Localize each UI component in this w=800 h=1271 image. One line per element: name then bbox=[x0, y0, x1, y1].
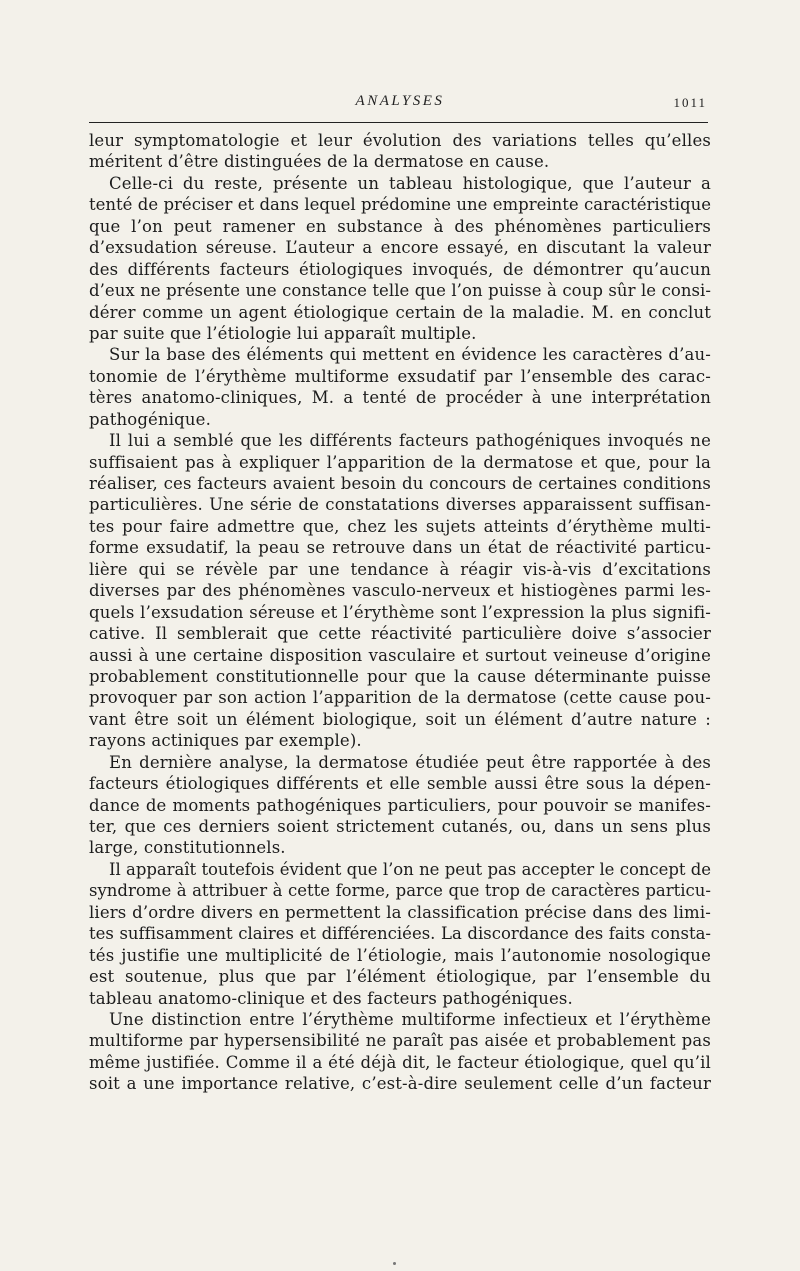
text-line: liers d’ordre divers en permettent la classification précise dans des limi- bbox=[89, 902, 711, 922]
body-text bbox=[89, 130, 711, 1095]
paragraph bbox=[89, 752, 711, 859]
text-line: suffisaient pas à expliquer l’apparition de la dermatose et que, pour la bbox=[89, 452, 711, 472]
paper-speck bbox=[393, 1262, 396, 1265]
text-line: soit a une importance relative, c’est-à-dire seulement celle d’un facteur bbox=[89, 1074, 711, 1094]
text-line: d’eux ne présente une constance telle que l’on puisse à coup sûr le consi- bbox=[89, 281, 711, 301]
text-line: tés justifie une multiplicité de l’étiologie, mais l’autonomie nosologique bbox=[89, 945, 711, 965]
text-line: est soutenue, plus que par l’élément étiologique, par l’ensemble du bbox=[89, 967, 711, 987]
paragraph bbox=[89, 344, 711, 430]
page-number: 1011 bbox=[673, 95, 707, 110]
text-line: tes suffisamment claires et différenciées. La discordance des faits consta- bbox=[89, 924, 711, 944]
text-line: tableau anatomo-clinique et des facteurs pathogéniques. bbox=[89, 988, 573, 1008]
paragraph bbox=[89, 1009, 711, 1095]
text-line: leur symptomatologie et leur évolution des variations telles qu’elles bbox=[89, 131, 711, 150]
text-line: des différents facteurs étiologiques invoqués, de démontrer qu’aucun bbox=[89, 259, 711, 279]
text-line: réaliser, ces facteurs avaient besoin du concours de certaines conditions bbox=[89, 474, 711, 493]
text-line: large, constitutionnels. bbox=[89, 838, 286, 858]
text-line: dérer comme un agent étiologique certain de la maladie. M. en conclut bbox=[89, 302, 711, 322]
text-line: que l’on peut ramener en substance à des phénomènes particuliers bbox=[89, 216, 711, 236]
text-line: vant être soit un élément biologique, soit un élément d’autre nature : bbox=[89, 709, 711, 729]
text-line: provoquer par son action l’apparition de la dermatose (cette cause pou- bbox=[89, 688, 711, 708]
text-line: même justifiée. Comme il a été déjà dit, le facteur étiologique, quel qu’il bbox=[89, 1052, 711, 1072]
text-line: tenté de préciser et dans lequel prédomine une empreinte caractéristique bbox=[89, 195, 711, 215]
text-line: Sur la base des éléments qui mettent en évidence les caractères d’au- bbox=[109, 345, 711, 365]
paragraph bbox=[89, 130, 711, 173]
text-line: syndrome à attribuer à cette forme, parce que trop de caractères particu- bbox=[89, 881, 711, 901]
text-line: cative. Il semblerait que cette réactivité particulière doive s’associer bbox=[89, 624, 711, 644]
paragraph bbox=[89, 430, 711, 752]
text-line: pathogénique. bbox=[89, 409, 211, 429]
text-line: tes pour faire admettre que, chez les sujets atteints d’érythème multi- bbox=[89, 516, 711, 536]
text-line: tères anatomo-cliniques, M. a tenté de procéder à une interprétation bbox=[89, 388, 711, 408]
text-line: Il apparaît toutefois évident que l’on ne peut pas accepter le concept de bbox=[109, 859, 711, 879]
paragraph bbox=[89, 859, 711, 1009]
text-line: par suite que l’étiologie lui apparaît multiple. bbox=[89, 323, 477, 343]
text-line: méritent d’être distinguées de la dermatose en cause. bbox=[89, 152, 550, 172]
text-line: multiforme par hypersensibilité ne paraît pas aisée et probablement pas bbox=[89, 1031, 711, 1051]
text-line: d’exsudation séreuse. L’auteur a encore essayé, en discutant la valeur bbox=[89, 238, 711, 258]
running-head bbox=[0, 91, 800, 115]
text-line: particulières. Une série de constatations diverses apparaissent suffisan- bbox=[89, 495, 711, 515]
text-line: diverses par des phénomènes vasculo-nerveux et histiogènes parmi les- bbox=[89, 581, 711, 601]
text-line: ter, que ces derniers soient strictement cutanés, ou, dans un sens plus bbox=[89, 817, 711, 836]
running-title: ANALYSES bbox=[355, 93, 445, 109]
text-line: Celle-ci du reste, présente un tableau histologique, que l’auteur a bbox=[109, 173, 711, 193]
text-line: Il lui a semblé que les différents facteurs pathogéniques invoqués ne bbox=[109, 431, 711, 451]
text-line: forme exsudatif, la peau se retrouve dans un état de réactivité particu- bbox=[89, 538, 711, 558]
text-line: dance de moments pathogéniques particuliers, pour pouvoir se manifes- bbox=[89, 795, 711, 815]
header-rule bbox=[89, 122, 708, 123]
text-line: En dernière analyse, la dermatose étudiée peut être rapportée à des bbox=[109, 752, 711, 772]
paragraph bbox=[89, 173, 711, 345]
text-line: Une distinction entre l’érythème multiforme infectieux et l’érythème bbox=[109, 1009, 711, 1029]
text-line: lière qui se révèle par une tendance à réagir vis-à-vis d’excitations bbox=[89, 559, 711, 579]
text-line: tonomie de l’érythème multiforme exsudatif par l’ensemble des carac- bbox=[89, 366, 711, 386]
text-line: probablement constitutionnelle pour que la cause déterminante puisse bbox=[89, 666, 711, 686]
text-line: rayons actiniques par exemple). bbox=[89, 731, 362, 751]
text-line: aussi à une certaine disposition vasculaire et surtout veineuse d’origine bbox=[89, 645, 711, 665]
text-line: quels l’exsudation séreuse et l’érythème sont l’expression la plus signifi- bbox=[89, 602, 711, 622]
text-line: facteurs étiologiques différents et elle semble aussi être sous la dépen- bbox=[89, 774, 711, 794]
